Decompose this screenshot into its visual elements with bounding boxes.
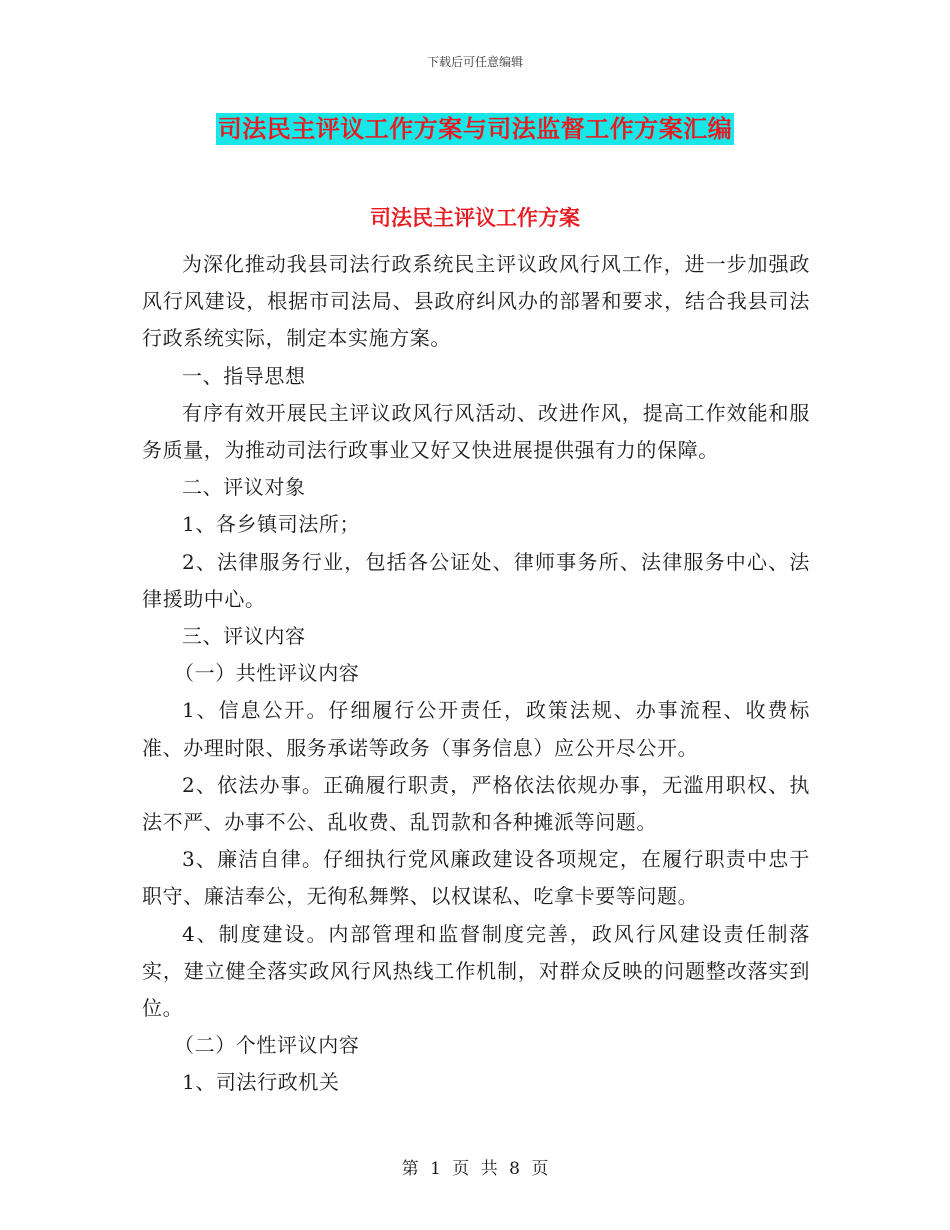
- list-item-system-building: 4、制度建设。内部管理和监督制度完善，政风行风建设责任制落实，建立健全落实政风行风热线工作机制，对群众反映的问题整改落实到位。: [142, 921, 810, 1021]
- list-item-lawful-conduct: 2、依法办事。正确履行职责，严格依法依规办事，无滥用职权、执法不严、办事不公、乱收费、乱罚款和各种摊派等问题。: [142, 772, 810, 835]
- document-title-container: [0, 113, 950, 145]
- intro-paragraph: 为深化推动我县司法行政系统民主评议政风行风工作，进一步加强政风行风建设，根据市司法局、县政府纠风办的部署和要求，结合我县司法行政系统实际，制定本实施方案。: [142, 252, 810, 351]
- document-body: [142, 246, 810, 1102]
- list-item-judicial-administration: 1、司法行政机关: [182, 1070, 340, 1095]
- list-item-judicial-offices: 1、各乡镇司法所；: [182, 512, 361, 537]
- heading-evaluation-content: 三、评议内容: [182, 624, 306, 649]
- heading-guiding-ideology: 一、指导思想: [182, 363, 306, 388]
- list-item-legal-services: 2、法律服务行业，包括各公证处、律师事务所、法律服务中心、法律援助中心。: [142, 549, 810, 611]
- subheading-common-content: （一）共性评议内容: [174, 661, 360, 686]
- paragraph-guiding-ideology: 有序有效开展民主评议政风行风活动、改进作风，提高工作效能和服务质量，为推动司法行政事业又好又快进展提供强有力的保障。: [142, 400, 810, 463]
- document-title: 司法民主评议工作方案与司法监督工作方案汇编: [217, 115, 733, 143]
- list-item-information-disclosure: 1、信息公开。仔细履行公开责任，政策法规、办事流程、收费标准、办理时限、服务承诺等政务（事务信息）应公开尽公开。: [142, 698, 810, 760]
- page-number-footer: 第 1 页 共 8 页: [401, 1159, 549, 1179]
- header-note: 下载后可任意编辑: [426, 55, 523, 69]
- subheading-individual-content: （二）个性评议内容: [174, 1033, 360, 1058]
- list-item-integrity: 3、廉洁自律。仔细执行党风廉政建设各项规定，在履行职责中忠于职守、廉洁奉公，无徇私舞弊、以权谋私、吃拿卡要等问题。: [142, 847, 810, 909]
- section-title: 司法民主评议工作方案: [370, 206, 580, 230]
- heading-evaluation-objects: 二、评议对象: [182, 475, 306, 500]
